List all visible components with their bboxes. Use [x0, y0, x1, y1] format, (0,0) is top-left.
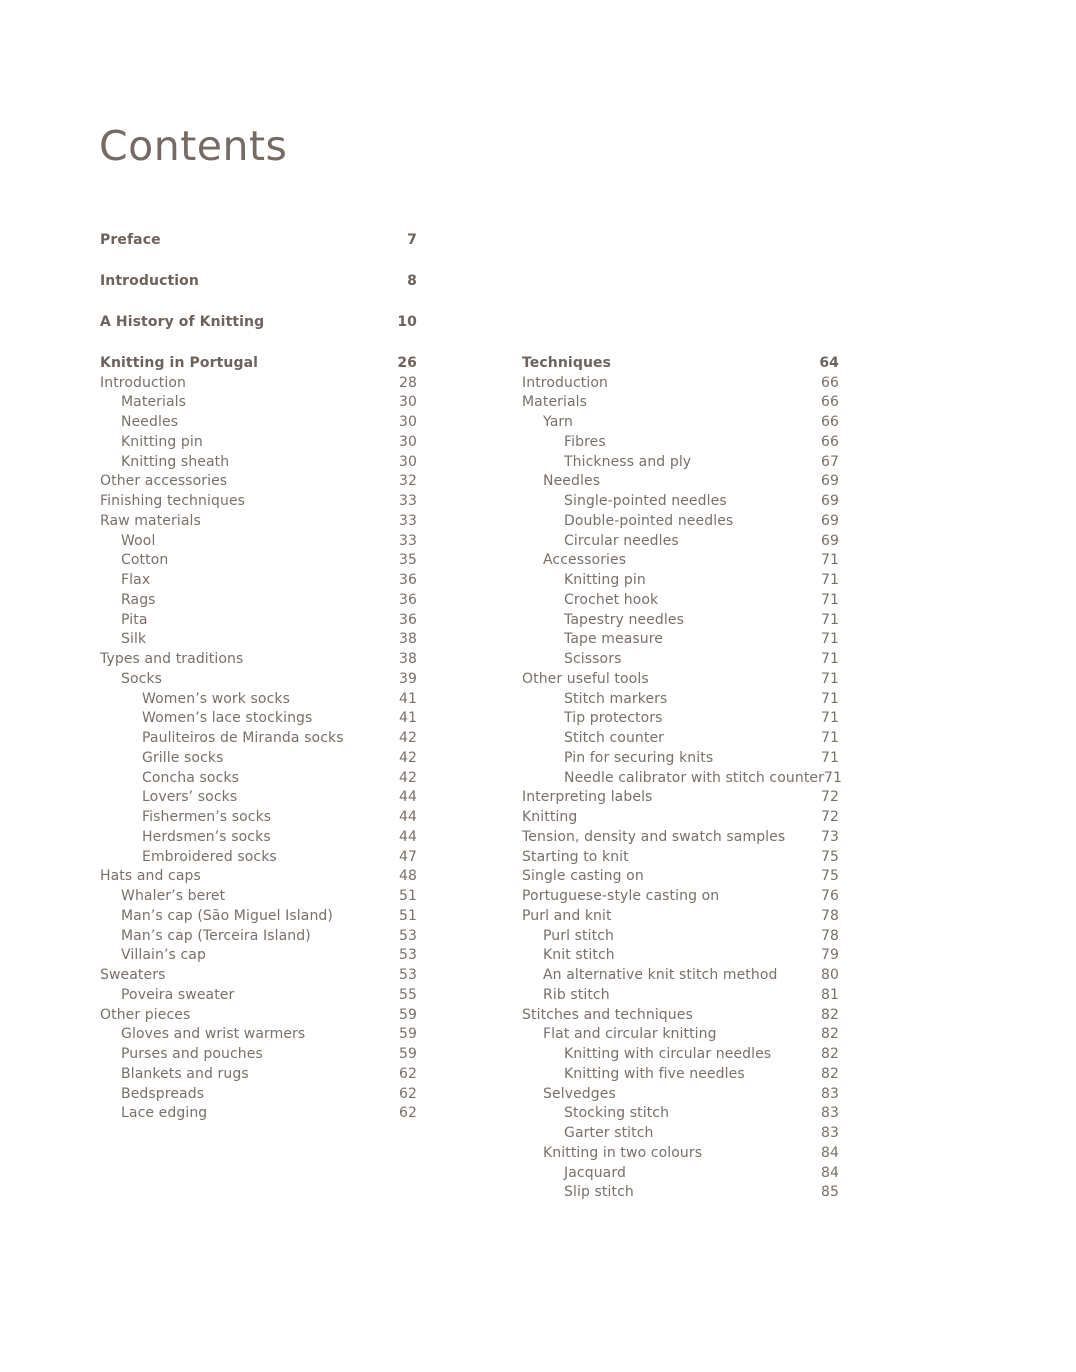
toc-entry-title: Introduction — [522, 374, 608, 391]
toc-entry-page: 75 — [820, 848, 839, 865]
toc-entry-page: 36 — [398, 591, 417, 608]
toc-chapter — [100, 312, 417, 332]
toc-chapter — [100, 353, 417, 373]
toc-entry-page: 71 — [820, 572, 839, 589]
toc-entry-page: 76 — [820, 888, 839, 905]
toc-entry-title: Man’s cap (Terceira Island) — [121, 927, 311, 944]
toc-entry-title: Portuguese-style casting on — [522, 888, 720, 905]
toc-entry — [522, 768, 842, 788]
toc-entry-page: 42 — [398, 749, 417, 766]
toc-entry-page: 51 — [398, 888, 417, 905]
toc-entry-title: Double-pointed needles — [564, 512, 734, 529]
toc-entry-title: Tape measure — [564, 631, 664, 648]
toc-entry — [100, 570, 417, 590]
toc-entry-title: Selvedges — [543, 1085, 616, 1102]
toc-entry-title: Poveira sweater — [121, 986, 235, 1003]
toc-entry-page: 38 — [398, 651, 417, 668]
toc-entry — [522, 689, 839, 709]
toc-entry — [100, 748, 417, 768]
toc-entry-page: 53 — [398, 947, 417, 964]
toc-entry-page: 28 — [398, 374, 417, 391]
toc-entry-title: Garter stitch — [564, 1125, 654, 1142]
toc-entry-page: 55 — [398, 986, 417, 1003]
toc-entry-page: 69 — [820, 532, 839, 549]
toc-entry-title: Tapestry needles — [564, 611, 684, 628]
toc-entry-title: Hats and caps — [100, 868, 201, 885]
toc-entry — [100, 926, 417, 946]
toc-entry-title: Starting to knit — [522, 848, 629, 865]
toc-entry — [522, 946, 839, 966]
toc-entry-page: 71 — [820, 710, 839, 727]
toc-entry — [522, 531, 839, 551]
toc-entry-title: Lovers’ socks — [142, 789, 238, 806]
toc-entry-title: Bedspreads — [121, 1085, 205, 1102]
toc-entry-page: 30 — [398, 433, 417, 450]
toc-entry-page: 36 — [398, 611, 417, 628]
toc-entry-title: Cotton — [121, 552, 169, 569]
toc-entry — [100, 768, 417, 788]
toc-entry — [100, 867, 417, 887]
toc-entry-page: 48 — [398, 868, 417, 885]
toc-entry-page: 78 — [820, 907, 839, 924]
toc-entry-title: Fibres — [564, 433, 606, 450]
toc-entry-title: Knitting in two colours — [543, 1144, 703, 1161]
toc-entry-page: 62 — [398, 1065, 417, 1082]
toc-entry — [522, 511, 839, 531]
toc-entry-page: 53 — [398, 927, 417, 944]
toc-entry-title: Single casting on — [522, 868, 644, 885]
toc-entry-page: 84 — [820, 1144, 839, 1161]
toc-entry-title: Needles — [121, 414, 179, 431]
toc-entry — [522, 827, 839, 847]
toc-entry-page: 78 — [820, 927, 839, 944]
toc-entry-page: 80 — [820, 967, 839, 984]
toc-chapter — [100, 230, 417, 250]
toc-entry-title: Man’s cap (São Miguel Island) — [121, 907, 333, 924]
toc-entry-page: 59 — [398, 1006, 417, 1023]
toc-entry-title: Raw materials — [100, 512, 201, 529]
toc-entry-title: Gloves and wrist warmers — [121, 1026, 306, 1043]
toc-entry — [522, 1104, 839, 1124]
toc-entry-title: Purl stitch — [543, 927, 614, 944]
toc-entry-title: Rags — [121, 591, 156, 608]
toc-entry-title: Sweaters — [100, 967, 166, 984]
toc-entry-title: Introduction — [100, 272, 199, 289]
toc-entry-title: Scissors — [564, 651, 622, 668]
toc-entry — [100, 491, 417, 511]
toc-entry-title: Silk — [121, 631, 147, 648]
toc-entry — [522, 1005, 839, 1025]
toc-entry-title: Types and traditions — [100, 651, 244, 668]
toc-entry — [522, 452, 839, 472]
toc-entry — [100, 472, 417, 492]
toc-entry-page: 83 — [820, 1085, 839, 1102]
toc-entry-title: Materials — [121, 394, 187, 411]
toc-entry-page: 47 — [398, 848, 417, 865]
toc-entry-page: 30 — [398, 414, 417, 431]
toc-entry — [522, 748, 839, 768]
toc-entry — [522, 965, 839, 985]
toc-entry-page: 69 — [820, 473, 839, 490]
toc-entry-page: 81 — [820, 986, 839, 1003]
toc-entry-title: Grille socks — [142, 749, 224, 766]
toc-entry-title: Herdsmen’s socks — [142, 828, 271, 845]
toc-entry-page: 30 — [398, 394, 417, 411]
toc-entry-title: Women’s work socks — [142, 690, 290, 707]
toc-entry — [100, 728, 417, 748]
toc-entry-title: Single-pointed needles — [564, 493, 727, 510]
toc-entry-page: 73 — [820, 828, 839, 845]
toc-entry-page: 44 — [398, 789, 417, 806]
toc-entry — [522, 1044, 839, 1064]
toc-entry-page: 26 — [397, 354, 417, 371]
toc-entry — [100, 689, 417, 709]
toc-left-column — [100, 230, 417, 1123]
toc-entry-page: 39 — [398, 670, 417, 687]
toc-entry — [100, 847, 417, 867]
toc-entry-page: 35 — [398, 552, 417, 569]
toc-entry — [100, 965, 417, 985]
toc-entry-page: 79 — [820, 947, 839, 964]
toc-entry-title: Blankets and rugs — [121, 1065, 249, 1082]
toc-entry-title: Stocking stitch — [564, 1105, 670, 1122]
toc-entry-title: Villain’s cap — [121, 947, 206, 964]
toc-entry — [522, 1143, 839, 1163]
toc-entry-title: Wool — [121, 532, 156, 549]
toc-entry-page: 66 — [820, 414, 839, 431]
toc-right-column — [522, 353, 842, 1202]
toc-entry-title: Knitting sheath — [121, 453, 230, 470]
toc-entry — [100, 906, 417, 926]
toc-entry-title: Knitting — [522, 809, 578, 826]
toc-entry-title: Knitting with circular needles — [564, 1046, 772, 1063]
toc-entry-page: 62 — [398, 1105, 417, 1122]
toc-entry-title: Fishermen’s socks — [142, 809, 272, 826]
toc-entry-title: Techniques — [522, 354, 612, 371]
toc-entry — [100, 1084, 417, 1104]
toc-entry-page: 44 — [398, 828, 417, 845]
toc-entry — [522, 570, 839, 590]
toc-entry-title: Thickness and ply — [564, 453, 692, 470]
toc-entry-title: Crochet hook — [564, 591, 659, 608]
toc-entry-page: 53 — [398, 967, 417, 984]
toc-entry — [522, 1163, 839, 1183]
toc-entry-page: 72 — [820, 809, 839, 826]
toc-entry-page: 82 — [820, 1046, 839, 1063]
toc-entry-page: 75 — [820, 868, 839, 885]
toc-entry — [100, 1064, 417, 1084]
toc-entry — [100, 610, 417, 630]
toc-entry — [100, 630, 417, 650]
toc-entry — [100, 985, 417, 1005]
toc-entry-page: 71 — [820, 749, 839, 766]
toc-entry-page: 51 — [398, 907, 417, 924]
toc-entry-page: 67 — [820, 453, 839, 470]
toc-entry-page: 71 — [820, 670, 839, 687]
toc-entry-page: 33 — [398, 493, 417, 510]
toc-entry — [522, 906, 839, 926]
toc-entry-title: Circular needles — [564, 532, 679, 549]
toc-entry-page: 36 — [398, 572, 417, 589]
toc-entry-title: Interpreting labels — [522, 789, 653, 806]
toc-entry — [522, 985, 839, 1005]
toc-entry-title: Finishing techniques — [100, 493, 246, 510]
toc-entry — [100, 1005, 417, 1025]
toc-entry-page: 30 — [398, 453, 417, 470]
toc-entry-page: 44 — [398, 809, 417, 826]
toc-entry-page: 38 — [398, 631, 417, 648]
toc-entry — [100, 551, 417, 571]
toc-entry — [522, 788, 839, 808]
toc-entry-title: Stitch markers — [564, 690, 668, 707]
toc-entry — [100, 531, 417, 551]
toc-entry-title: Jacquard — [564, 1164, 626, 1181]
toc-entry-title: Purl and knit — [522, 907, 612, 924]
toc-chapter — [522, 353, 839, 373]
toc-entry — [522, 886, 839, 906]
toc-entry — [522, 373, 839, 393]
toc-entry-page: 41 — [398, 710, 417, 727]
toc-entry-title: Pin for securing knits — [564, 749, 714, 766]
toc-entry-title: Whaler’s beret — [121, 888, 226, 905]
toc-entry-title: Stitch counter — [564, 730, 665, 747]
toc-entry — [100, 373, 417, 393]
toc-entry — [522, 669, 839, 689]
toc-entry — [100, 649, 417, 669]
toc-entry-title: Introduction — [100, 374, 186, 391]
toc-entry — [522, 590, 839, 610]
toc-entry-page: 71 — [820, 690, 839, 707]
toc-entry-title: Other pieces — [100, 1006, 191, 1023]
toc-entry — [522, 551, 839, 571]
toc-entry — [100, 1104, 417, 1124]
toc-entry-page: 59 — [398, 1046, 417, 1063]
toc-entry-title: Knitting pin — [564, 572, 646, 589]
toc-entry — [100, 886, 417, 906]
toc-entry-page: 71 — [820, 631, 839, 648]
toc-entry-page: 66 — [820, 374, 839, 391]
toc-entry — [100, 709, 417, 729]
toc-entry-page: 32 — [398, 473, 417, 490]
toc-entry-page: 82 — [820, 1065, 839, 1082]
toc-entry — [100, 788, 417, 808]
toc-entry-page: 41 — [398, 690, 417, 707]
toc-entry-title: Women’s lace stockings — [142, 710, 313, 727]
toc-entry — [522, 807, 839, 827]
toc-entry-page: 10 — [397, 313, 417, 330]
page-title: Contents — [99, 122, 288, 170]
toc-entry-title: Accessories — [543, 552, 627, 569]
toc-entry — [100, 807, 417, 827]
toc-entry — [100, 1044, 417, 1064]
toc-entry-page: 84 — [820, 1164, 839, 1181]
toc-entry-page: 71 — [823, 769, 842, 786]
toc-entry-title: Tip protectors — [564, 710, 663, 727]
toc-entry-title: Stitches and techniques — [522, 1006, 693, 1023]
toc-entry-title: Needles — [543, 473, 601, 490]
toc-entry-page: 71 — [820, 730, 839, 747]
toc-entry — [522, 610, 839, 630]
toc-entry-title: Pauliteiros de Miranda socks — [142, 730, 344, 747]
toc-entry-title: Purses and pouches — [121, 1046, 263, 1063]
toc-entry-page: 83 — [820, 1125, 839, 1142]
toc-entry — [100, 511, 417, 531]
toc-entry-title: Knit stitch — [543, 947, 615, 964]
toc-entry-title: An alternative knit stitch method — [543, 967, 778, 984]
toc-entry-title: Flax — [121, 572, 151, 589]
toc-entry-page: 69 — [820, 512, 839, 529]
toc-entry — [522, 709, 839, 729]
toc-entry — [522, 1084, 839, 1104]
toc-entry-page: 82 — [820, 1026, 839, 1043]
toc-entry-title: Embroidered socks — [142, 848, 277, 865]
toc-entry — [100, 1025, 417, 1045]
toc-entry-page: 33 — [398, 532, 417, 549]
toc-entry — [522, 847, 839, 867]
toc-entry — [522, 1025, 839, 1045]
toc-entry — [100, 452, 417, 472]
toc-entry-title: Knitting with five needles — [564, 1065, 745, 1082]
toc-entry-title: Pita — [121, 611, 148, 628]
toc-entry-title: Materials — [522, 394, 588, 411]
toc-entry — [522, 491, 839, 511]
toc-entry-page: 42 — [398, 769, 417, 786]
toc-entry — [100, 432, 417, 452]
toc-entry-page: 71 — [820, 591, 839, 608]
toc-entry-page: 83 — [820, 1105, 839, 1122]
toc-entry-page: 82 — [820, 1006, 839, 1023]
toc-chapter — [100, 271, 417, 291]
toc-entry-page: 66 — [820, 394, 839, 411]
toc-entry-title: Yarn — [543, 414, 573, 431]
toc-entry-title: Lace edging — [121, 1105, 208, 1122]
toc-entry-title: A History of Knitting — [100, 313, 265, 330]
toc-entry-title: Socks — [121, 670, 163, 687]
toc-entry-title: Slip stitch — [564, 1184, 634, 1201]
toc-entry — [522, 1183, 839, 1203]
toc-entry-title: Concha socks — [142, 769, 239, 786]
toc-entry-title: Needle calibrator with stitch counter — [564, 769, 824, 786]
toc-entry-page: 66 — [820, 433, 839, 450]
toc-entry-title: Preface — [100, 231, 161, 248]
toc-entry-page: 71 — [820, 552, 839, 569]
toc-entry — [522, 867, 839, 887]
toc-entry — [522, 1064, 839, 1084]
toc-entry — [522, 1123, 839, 1143]
toc-entry — [100, 946, 417, 966]
toc-entry — [522, 649, 839, 669]
toc-entry-page: 8 — [407, 272, 417, 289]
toc-entry-page: 64 — [819, 354, 839, 371]
toc-entry-page: 72 — [820, 789, 839, 806]
toc-entry-title: Other useful tools — [522, 670, 649, 687]
toc-entry-page: 59 — [398, 1026, 417, 1043]
toc-entry — [100, 393, 417, 413]
toc-entry — [522, 393, 839, 413]
toc-entry-page: 85 — [820, 1184, 839, 1201]
toc-entry-page: 42 — [398, 730, 417, 747]
toc-entry-title: Tension, density and swatch samples — [522, 828, 786, 845]
toc-entry-title: Rib stitch — [543, 986, 610, 1003]
toc-entry-page: 69 — [820, 493, 839, 510]
toc-entry — [522, 926, 839, 946]
toc-entry-title: Flat and circular knitting — [543, 1026, 717, 1043]
toc-entry-title: Knitting pin — [121, 433, 203, 450]
toc-entry — [100, 669, 417, 689]
toc-entry-page: 71 — [820, 611, 839, 628]
toc-entry — [522, 472, 839, 492]
toc-entry-page: 71 — [820, 651, 839, 668]
toc-entry-title: Knitting in Portugal — [100, 354, 259, 371]
toc-entry — [100, 412, 417, 432]
toc-entry — [522, 432, 839, 452]
toc-entry — [522, 412, 839, 432]
toc-entry — [100, 827, 417, 847]
toc-entry — [522, 630, 839, 650]
toc-entry-page: 33 — [398, 512, 417, 529]
toc-entry-page: 7 — [407, 231, 417, 248]
toc-entry-page: 62 — [398, 1085, 417, 1102]
toc-entry — [522, 728, 839, 748]
toc-entry — [100, 590, 417, 610]
toc-entry-title: Other accessories — [100, 473, 228, 490]
